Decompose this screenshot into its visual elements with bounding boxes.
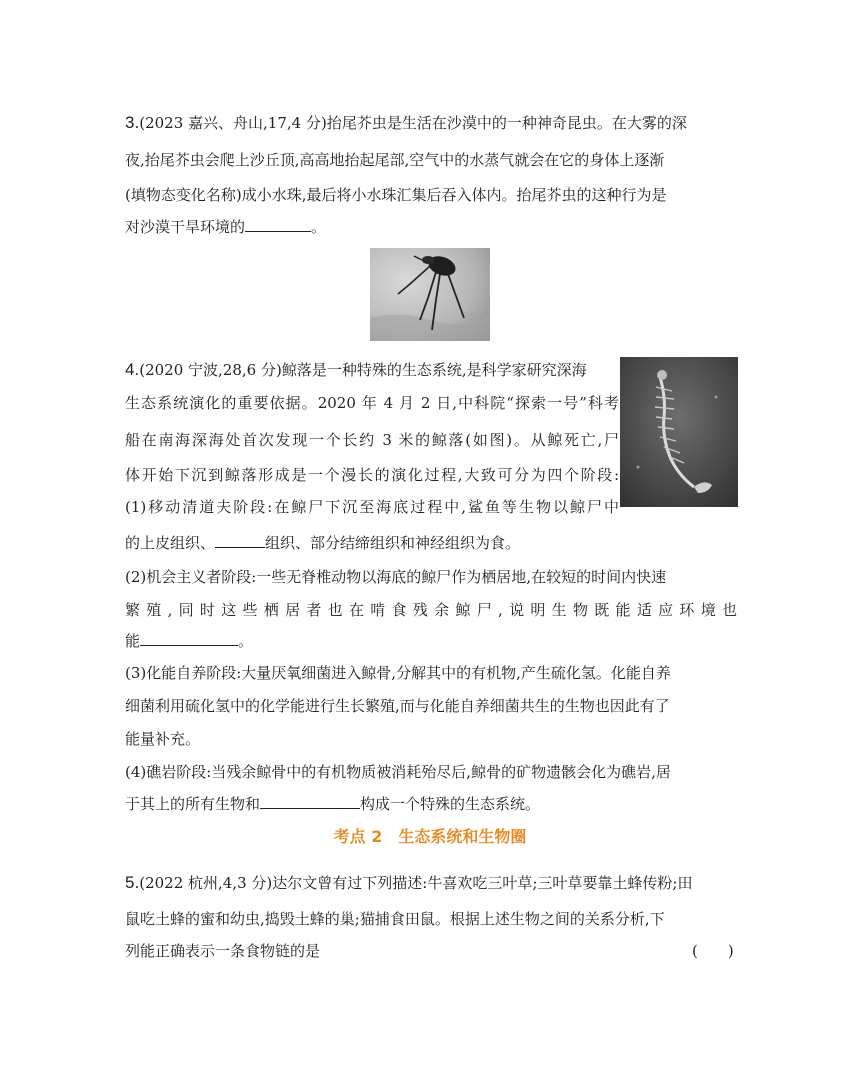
q3-line-2: 夜,抬尾芥虫会爬上沙丘顶,高高地抬起尾部,空气中的水蒸气就会在它的身体上逐渐 bbox=[125, 151, 665, 169]
beetle-photo bbox=[370, 248, 490, 341]
q4-blank-3[interactable] bbox=[260, 793, 360, 809]
q4-line-2: 生态系统演化的重要依据。2020 年 4 月 2 日,中科院“探索一号”科考 bbox=[125, 394, 619, 412]
q4-line-10: (3)化能自养阶段:大量厌氧细菌进入鲸骨,分解其中的有机物,产生硫化氢。化能自养 bbox=[125, 664, 671, 682]
q3-number: 3 bbox=[125, 113, 135, 132]
section-title: 考点 2 生态系统和生物圈 bbox=[333, 827, 527, 846]
q5-line-1: 5.(2022 杭州,4,3 分)达尔文曾有过下列描述:牛喜欢吃三叶草;三叶草要靠土蜂传粉;田 bbox=[125, 873, 693, 892]
q3-answer-blank[interactable] bbox=[245, 216, 311, 232]
q5-answer-parens[interactable]: ( ) bbox=[692, 942, 734, 960]
q3-line-1: 3.(2023 嘉兴、舟山,17,4 分)抬尾芥虫是生活在沙漠中的一种神奇昆虫。在大雾的深 bbox=[125, 113, 687, 132]
q3-line-3: (填物态变化名称)成小水珠,最后将小水珠汇集后吞入体内。抬尾芥虫的这种行为是 bbox=[125, 186, 667, 204]
q4-blank-1[interactable] bbox=[215, 532, 265, 548]
q5-line-2: 鼠吃土蜂的蜜和幼虫,捣毁土蜂的巢;猫捕食田鼠。根据上述生物之间的关系分析,下 bbox=[125, 910, 665, 928]
q4-line-6: 的上皮组织、 组织、部分结缔组织和神经组织为食。 bbox=[125, 534, 521, 552]
q4-line-14: 于其上的所有生物和 构成一个特殊的生态系统。 bbox=[125, 795, 541, 813]
q4-line-9: 能 。 bbox=[125, 632, 254, 650]
whale-fall-photo bbox=[620, 357, 738, 507]
q4-line-1: 4.(2020 宁波,28,6 分)鲸落是一种特殊的生态系统,是科学家研究深海 bbox=[125, 360, 587, 379]
q5-line-3: 列能正确表示一条食物链的是 bbox=[125, 942, 321, 960]
q4-number: 4 bbox=[125, 360, 135, 379]
q4-line-5: (1)移动清道夫阶段:在鲸尸下沉至海底过程中,鲨鱼等生物以鲸尸中 bbox=[125, 498, 619, 516]
q4-line-3: 船在南海深海处首次发现一个长约 3 米的鲸落(如图)。从鲸死亡,尸 bbox=[125, 431, 619, 449]
q4-line-13: (4)礁岩阶段:当残余鲸骨中的有机物质被消耗殆尽后,鲸骨的矿物遗骸会化为礁岩,居 bbox=[125, 763, 671, 781]
q4-line-7: (2)机会主义者阶段:一些无脊椎动物以海底的鲸尸作为栖居地,在较短的时间内快速 bbox=[125, 568, 667, 586]
q3-line-4: 对沙漠干旱环境的 。 bbox=[125, 218, 327, 236]
q4-line-8: 繁殖,同时这些栖居者也在啃食残余鲸尸,说明生物既能适应环境也 bbox=[125, 601, 737, 619]
q4-blank-2[interactable] bbox=[140, 630, 238, 646]
q4-line-12: 能量补充。 bbox=[125, 730, 201, 748]
q4-line-11: 细菌利用硫化氢中的化学能进行生长繁殖,而与化能自养细菌共生的生物也因此有了 bbox=[125, 697, 670, 715]
q5-number: 5 bbox=[125, 873, 135, 892]
q4-line-4: 体开始下沉到鲸落形成是一个漫长的演化过程,大致可分为四个阶段: bbox=[125, 466, 619, 484]
